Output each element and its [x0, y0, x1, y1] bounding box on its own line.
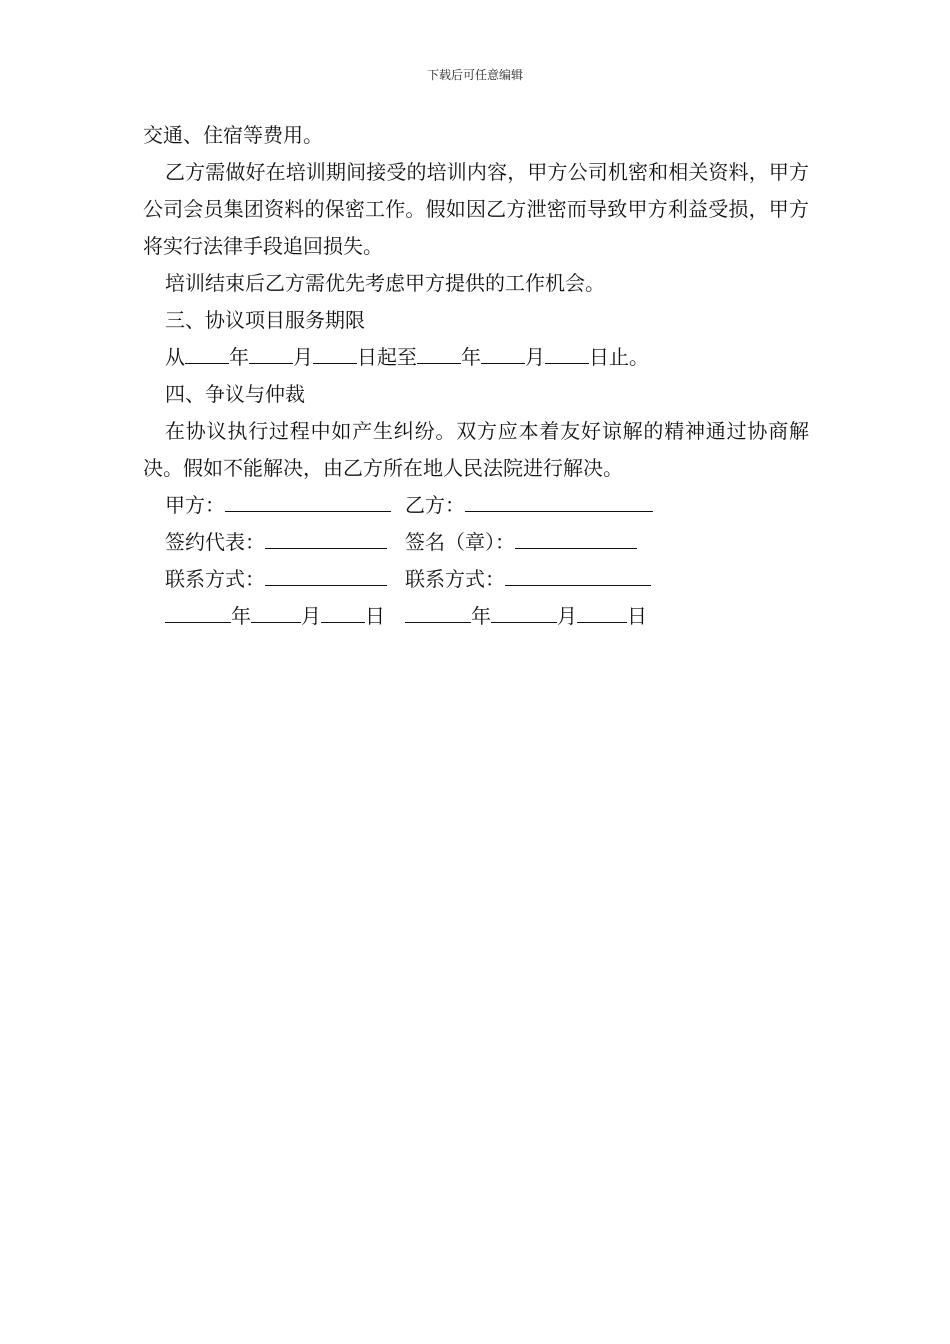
paragraph-fees: 交通、住宿等费用。: [143, 123, 323, 147]
date-b-month-blank[interactable]: [491, 600, 557, 623]
blank-end-day[interactable]: [545, 341, 589, 364]
contact-a-label: 联系方式：: [165, 567, 265, 591]
blank-end-month[interactable]: [481, 341, 525, 364]
representative-blank[interactable]: [265, 526, 387, 549]
document-body: [143, 117, 809, 635]
sign-seal-blank[interactable]: [515, 526, 637, 549]
blank-end-year[interactable]: [417, 341, 461, 364]
blank-start-day[interactable]: [313, 341, 357, 364]
signature-row-dates: [143, 598, 809, 635]
blank-start-year[interactable]: [185, 341, 229, 364]
date-b-year-label: 年: [471, 604, 491, 628]
party-a-blank[interactable]: [225, 489, 391, 512]
signature-row-representative: [143, 524, 809, 561]
period-day-end: 日止。: [589, 345, 649, 369]
date-a-day-label: 日: [365, 604, 385, 628]
paragraph-confidentiality: 乙方需做好在培训期间接受的培训内容，甲方公司机密和相关资料，甲方公司会员集团资料的保密工作。假如因乙方泄密而导致甲方利益受损，甲方将实行法律手段追回损失。: [143, 160, 809, 258]
section-heading-term: 三、协议项目服务期限: [165, 308, 365, 332]
date-a-month-blank[interactable]: [251, 600, 301, 623]
period-month-2: 月: [525, 345, 545, 369]
representative-label: 签约代表：: [165, 530, 265, 554]
date-b-day-label: 日: [627, 604, 647, 628]
signature-row-contact: [143, 561, 809, 598]
paragraph-job-priority: 培训结束后乙方需优先考虑甲方提供的工作机会。: [165, 271, 605, 295]
party-b-blank[interactable]: [465, 489, 653, 512]
sign-seal-label: 签名（章）：: [405, 530, 515, 554]
period-year-2: 年: [461, 345, 481, 369]
paragraph-dispute: 在协议执行过程中如产生纠纷。双方应本着友好谅解的精神通过协商解决。假如不能解决，由乙方所在地人民法院进行解决。: [143, 419, 809, 480]
date-b-year-blank[interactable]: [405, 600, 471, 623]
contact-a-blank[interactable]: [265, 563, 387, 586]
date-a-year-blank[interactable]: [165, 600, 231, 623]
date-a-month-label: 月: [301, 604, 321, 628]
period-day-start: 日起至: [357, 345, 417, 369]
contact-b-label: 联系方式：: [405, 567, 505, 591]
section-heading-dispute: 四、争议与仲裁: [165, 382, 305, 406]
page-header: 下载后可任意编辑: [426, 68, 523, 82]
party-b-label: 乙方：: [405, 493, 465, 517]
blank-start-month[interactable]: [249, 341, 293, 364]
period-month: 月: [293, 345, 313, 369]
party-a-label: 甲方：: [165, 493, 225, 517]
date-b-month-label: 月: [557, 604, 577, 628]
service-period-line: [143, 339, 809, 376]
contact-b-blank[interactable]: [505, 563, 651, 586]
period-year: 年: [229, 345, 249, 369]
signature-row-parties: [143, 487, 809, 524]
period-from: 从: [165, 345, 185, 369]
date-b-day-blank[interactable]: [577, 600, 627, 623]
date-a-year-label: 年: [231, 604, 251, 628]
date-a-day-blank[interactable]: [321, 600, 365, 623]
